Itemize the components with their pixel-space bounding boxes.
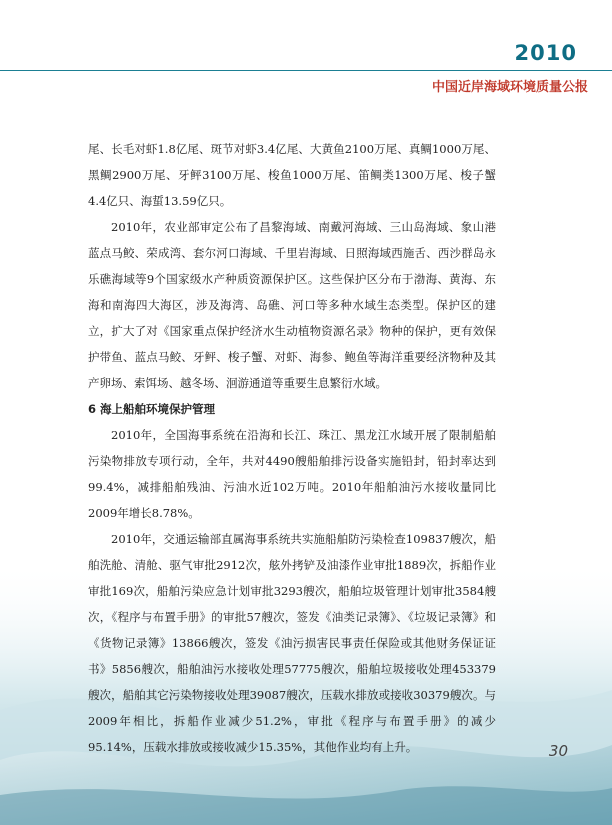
paragraph-3: 2010年，全国海事系统在沿海和长江、珠江、黑龙江水域开展了限制船舶污染物排放专项行动，全年，共对4490艘船舶排污设备实施铅封，铅封率达到99.4%，减排船舶残油、污油水近102万吨。2010年船舶油污水接收量同比2009年增长8.78%。: [88, 428, 496, 520]
report-title: 中国近岸海域环境质量公报: [431, 80, 588, 95]
header-rule: [0, 70, 612, 71]
page-body: [88, 136, 496, 760]
paragraph-1: 尾、长毛对虾1.8亿尾、斑节对虾3.4亿尾、大黄鱼2100万尾、真鲷1000万尾、黑鲷2900万尾、牙鲆3100万尾、梭鱼1000万尾、笛鲷类1300万尾、梭子蟹4.4亿只、海蜇13.59亿只。: [88, 142, 496, 208]
section-heading: 6 海上船舶环境保护管理: [88, 402, 216, 416]
report-year: 2010: [514, 41, 577, 65]
page-number: 30: [548, 742, 568, 760]
paragraph-4: 2010年，交通运输部直属海事系统共实施船舶防污染检查109837艘次，船舶洗舱、清舱、驱气审批2912次，舷外拷铲及油漆作业审批1889次，拆船作业审批169次，船舶污染应急计划审批3293艘次，船舶垃圾管理计划审批3584艘次，《程序与布置手册》的审批57艘次，签发《油类记录簿》、《垃圾记录簿》和《货物记录簿》13866艘次，签发《油污损害民事责任保险或其他财务保证证书》5856艘次，船舶油污水接收处理57775艘次，船舶垃圾接收处理453379艘次，船舶其它污染物接收处理39087艘次，压载水排放或接收30379艘次。与2009年相比，拆船作业减少51.2%，审批《程序与布置手册》的减少95.14%，压载水排放或接收减少15.35%，其他作业均有上升。: [88, 532, 496, 754]
paragraph-2: 2010年，农业部审定公布了昌黎海域、南戴河海域、三山岛海域、象山港蓝点马鲛、荣成湾、套尔河口海域、千里岩海域、日照海域西施舌、西沙群岛永乐礁海域等9个国家级水产种质资源保护区。这些保护区分布于渤海、黄海、东海和南海四大海区，涉及海湾、岛礁、河口等多种水域生态类型。保护区的建立，扩大了对《国家重点保护经济水生动植物资源名录》物种的保护，更有效保护带鱼、蓝点马鲛、牙鲆、梭子蟹、对虾、海参、鲍鱼等海洋重要经济物种及其产卵场、索饵场、越冬场、洄游通道等重要生息繁衍水域。: [88, 220, 496, 390]
